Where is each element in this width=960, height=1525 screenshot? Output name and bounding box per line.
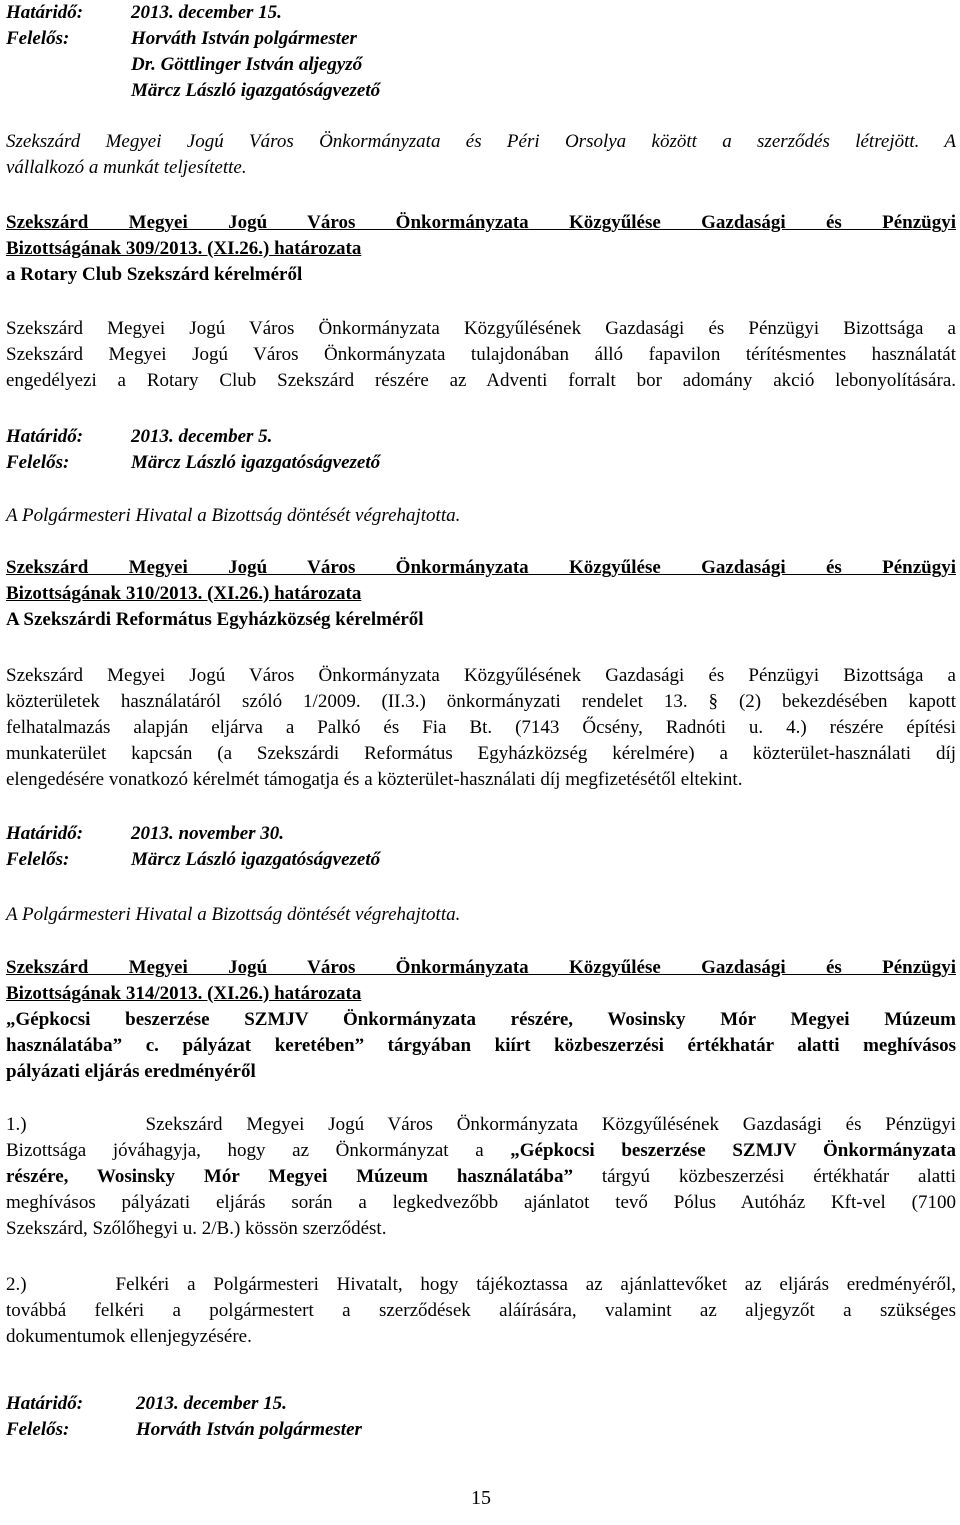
resolution-310-deadline — [6, 821, 956, 873]
note-line: vállalkozó a munkát teljesítette. — [6, 157, 247, 178]
resolution-number: Bizottságának 310/2013. (XI.26.) határozata — [6, 583, 362, 604]
resolution-314-point-2 — [6, 1272, 956, 1350]
deadline-label: Határidő: — [6, 823, 84, 844]
body-line: engedélyezi a Rotary Club Szekszárd részére az Adventi forralt bor adomány akció lebonyolítására. — [6, 370, 956, 391]
deadline-label: Határidő: — [6, 426, 84, 447]
responsible-label: Felelős: — [6, 849, 70, 870]
resolution-314-point-1 — [6, 1112, 956, 1242]
responsible-label: Felelős: — [6, 28, 70, 49]
resolution-subject: A Szekszárdi Református Egyházközség kérelméről — [6, 609, 424, 630]
responsible-value: Horváth István polgármester — [136, 1419, 362, 1440]
body-text-bold: részére, Wosinsky Mór Megyei Múzeum használatába” — [6, 1166, 573, 1187]
responsible-label: Felelős: — [6, 452, 70, 473]
resolution-subject: használatába” c. pályázat keretében” tárgyában kiírt közbeszerzési értékhatár alatti meghívásos — [6, 1035, 956, 1056]
body-line: Szekszárd Megyei Jogú Város Önkormányzata Közgyűlésének Gazdasági és Pénzügyi Bizottsága a — [6, 665, 956, 686]
resolution-310-body — [6, 663, 956, 793]
note-line: Szekszárd Megyei Jogú Város Önkormányzata és Péri Orsolya között a szerződés létrejött. A — [6, 131, 956, 152]
body-text: Bizottsága jóváhagyja, hogy az Önkormányzat a — [6, 1140, 511, 1161]
body-text-bold: „Gépkocsi beszerzése SZMJV Önkormányzata — [510, 1140, 957, 1161]
resolution-309-deadline — [6, 424, 956, 476]
resolution-309-status — [6, 503, 956, 529]
top-status-note — [6, 129, 956, 181]
resolution-314-deadline — [6, 1391, 956, 1443]
body-line: munkaterület kapcsán (a Szekszárdi Református Egyházközség kérelmére) a közterület-használati díj — [6, 743, 956, 764]
body-line: Szekszárd Megyei Jogú Város Önkormányzata tulajdonában álló fapavilon térítésmentes használatát — [6, 344, 956, 365]
body-line: elengedésére vonatkozó kérelmét támogatja és a közterület-használati díj megfizetésétől eltekint. — [6, 769, 743, 790]
resolution-subject: a Rotary Club Szekszárd kérelméről — [6, 264, 303, 285]
deadline-value: 2013. december 15. — [136, 1393, 287, 1414]
deadline-label: Határidő: — [6, 2, 84, 23]
body-text: tárgyú közbeszerzési értékhatár alatti — [572, 1166, 956, 1187]
body-line: dokumentumok ellenjegyzésére. — [6, 1326, 252, 1347]
resolution-number: Bizottságának 314/2013. (XI.26.) határozata — [6, 983, 362, 1004]
body-line: meghívásos pályázati eljárás során a legkedvezőbb ajánlatot tevő Pólus Autóház Kft-vel (7100 — [6, 1192, 956, 1213]
body-line: továbbá felkéri a polgármestert a szerződések aláírására, valamint az aljegyzőt a szükséges — [6, 1300, 956, 1321]
body-line: 1.) Szekszárd Megyei Jogú Város Önkormányzata Közgyűlésének Gazdasági és Pénzügyi — [6, 1114, 956, 1135]
page-number: 15 — [471, 1487, 491, 1509]
resolution-heading-line: Szekszárd Megyei Jogú Város Önkormányzata Közgyűlése Gazdasági és Pénzügyi — [6, 957, 956, 978]
responsible-value: Märcz László igazgatóságvezető — [131, 452, 381, 473]
status-note: A Polgármesteri Hivatal a Bizottság döntését végrehajtotta. — [6, 505, 461, 526]
body-line: közterületek használatáról szóló 1/2009. (II.3.) önkormányzati rendelet 13. § (2) bekezdésében kapott — [6, 691, 956, 712]
resolution-310-heading — [6, 555, 956, 633]
responsible-value: Dr. Göttlinger István aljegyző — [131, 54, 363, 75]
resolution-subject: pályázati eljárás eredményéről — [6, 1061, 256, 1082]
resolution-314-heading — [6, 955, 956, 1085]
resolution-number: Bizottságának 309/2013. (XI.26.) határozata — [6, 238, 362, 259]
resolution-heading-line: Szekszárd Megyei Jogú Város Önkormányzata Közgyűlése Gazdasági és Pénzügyi — [6, 212, 956, 233]
resolution-310-status — [6, 902, 956, 928]
deadline-label: Határidő: — [6, 1393, 84, 1414]
top-deadline-block — [6, 0, 956, 104]
responsible-value: Märcz László igazgatóságvezető — [131, 849, 381, 870]
deadline-value: 2013. december 5. — [131, 426, 273, 447]
body-line: 2.) Felkéri a Polgármesteri Hivatalt, hogy tájékoztassa az ajánlattevőket az eljárás eredményéről, — [6, 1274, 956, 1295]
resolution-309-heading — [6, 210, 956, 288]
responsible-value: Horváth István polgármester — [131, 28, 357, 49]
body-line: Szekszárd Megyei Jogú Város Önkormányzata Közgyűlésének Gazdasági és Pénzügyi Bizottsága a — [6, 318, 956, 339]
body-line: felhatalmazás alapján eljárva a Palkó és Fia Bt. (7143 Őcsény, Radnóti u. 4.) részére építési — [6, 717, 956, 738]
responsible-label: Felelős: — [6, 1419, 70, 1440]
body-line: Szekszárd, Szőlőhegyi u. 2/B.) kössön szerződést. — [6, 1218, 387, 1239]
deadline-value: 2013. november 30. — [131, 823, 285, 844]
resolution-309-body — [6, 316, 956, 394]
status-note: A Polgármesteri Hivatal a Bizottság döntését végrehajtotta. — [6, 904, 461, 925]
resolution-subject: „Gépkocsi beszerzése SZMJV Önkormányzata részére, Wosinsky Mór Megyei Múzeum — [6, 1009, 956, 1030]
deadline-value: 2013. december 15. — [131, 2, 282, 23]
responsible-value: Märcz László igazgatóságvezető — [131, 80, 381, 101]
resolution-heading-line: Szekszárd Megyei Jogú Város Önkormányzata Közgyűlése Gazdasági és Pénzügyi — [6, 557, 956, 578]
